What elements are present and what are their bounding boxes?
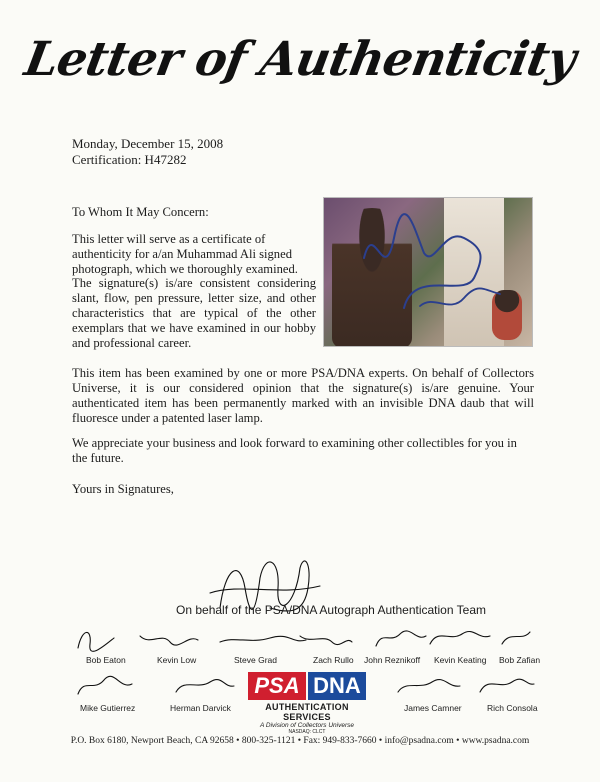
signer-name: Herman Darvick bbox=[170, 703, 231, 713]
signer-name: Kevin Low bbox=[157, 655, 197, 665]
team-line: On behalf of the PSA/DNA Autograph Authentication Team bbox=[176, 603, 486, 617]
signed-photograph bbox=[323, 197, 533, 347]
footer-contact: P.O. Box 6180, Newport Beach, CA 92658 • 800-325-1121 • Fax: 949-833-7660 • info@psadna.com • www.psadna.com bbox=[70, 736, 530, 746]
photo-autograph-inscription bbox=[324, 198, 532, 346]
letter-date: Monday, December 15, 2008 bbox=[72, 136, 224, 151]
signer-name: Bob Eaton bbox=[86, 655, 126, 665]
salutation: To Whom It May Concern: bbox=[72, 205, 209, 219]
signer-name: Bob Zafian bbox=[499, 655, 541, 665]
paragraph-4: We appreciate your business and look forward to examining other collectibles for you in the future. bbox=[72, 436, 517, 465]
letter-header bbox=[72, 136, 223, 168]
letter-title: Letter of Authenticity bbox=[20, 32, 580, 87]
signer-name: Zach Rullo bbox=[313, 655, 354, 665]
auth-services-title: AUTHENTICATION SERVICES bbox=[265, 702, 349, 722]
certification-number: Certification: H47282 bbox=[72, 152, 187, 167]
closing: Yours in Signatures, bbox=[72, 482, 174, 496]
signer-name: Rich Consola bbox=[487, 703, 538, 713]
auth-services-division: A Division of Collectors Universe bbox=[259, 722, 355, 729]
psa-dna-logo bbox=[248, 672, 366, 700]
dna-logo-block: DNA bbox=[308, 672, 366, 700]
signer-name: Mike Gutierrez bbox=[80, 703, 136, 713]
team-signatures-row1 bbox=[70, 624, 540, 654]
auth-services-nasdaq: NASDAQ: CLCT bbox=[288, 729, 326, 735]
signer-name: John Reznikoff bbox=[364, 655, 421, 665]
paragraph-3: This item has been examined by one or more PSA/DNA experts. On behalf of Collectors Universe, it is our considered opinion that the signature(s) is/are genuine. Your authenticated item has been permanently marked with an invisible DNA daub that will fluoresce under a patented laser lamp. bbox=[72, 366, 534, 425]
signer-name: Steve Grad bbox=[234, 655, 277, 665]
paragraph-1: This letter will serve as a certificate of authenticity for a/an Muhammad Ali signed photograph, which we thoroughly examined. bbox=[72, 232, 298, 276]
psa-logo-block: PSA bbox=[248, 672, 306, 700]
authentication-services-label bbox=[240, 702, 374, 735]
signer-name: Kevin Keating bbox=[434, 655, 487, 665]
paragraph-2: The signature(s) is/are consistent considering slant, flow, pen pressure, letter size, and other characteristics that are typical of the other exemplars that we have examined in our hobby and professional career. bbox=[72, 276, 316, 350]
signer-name: James Camner bbox=[404, 703, 462, 713]
